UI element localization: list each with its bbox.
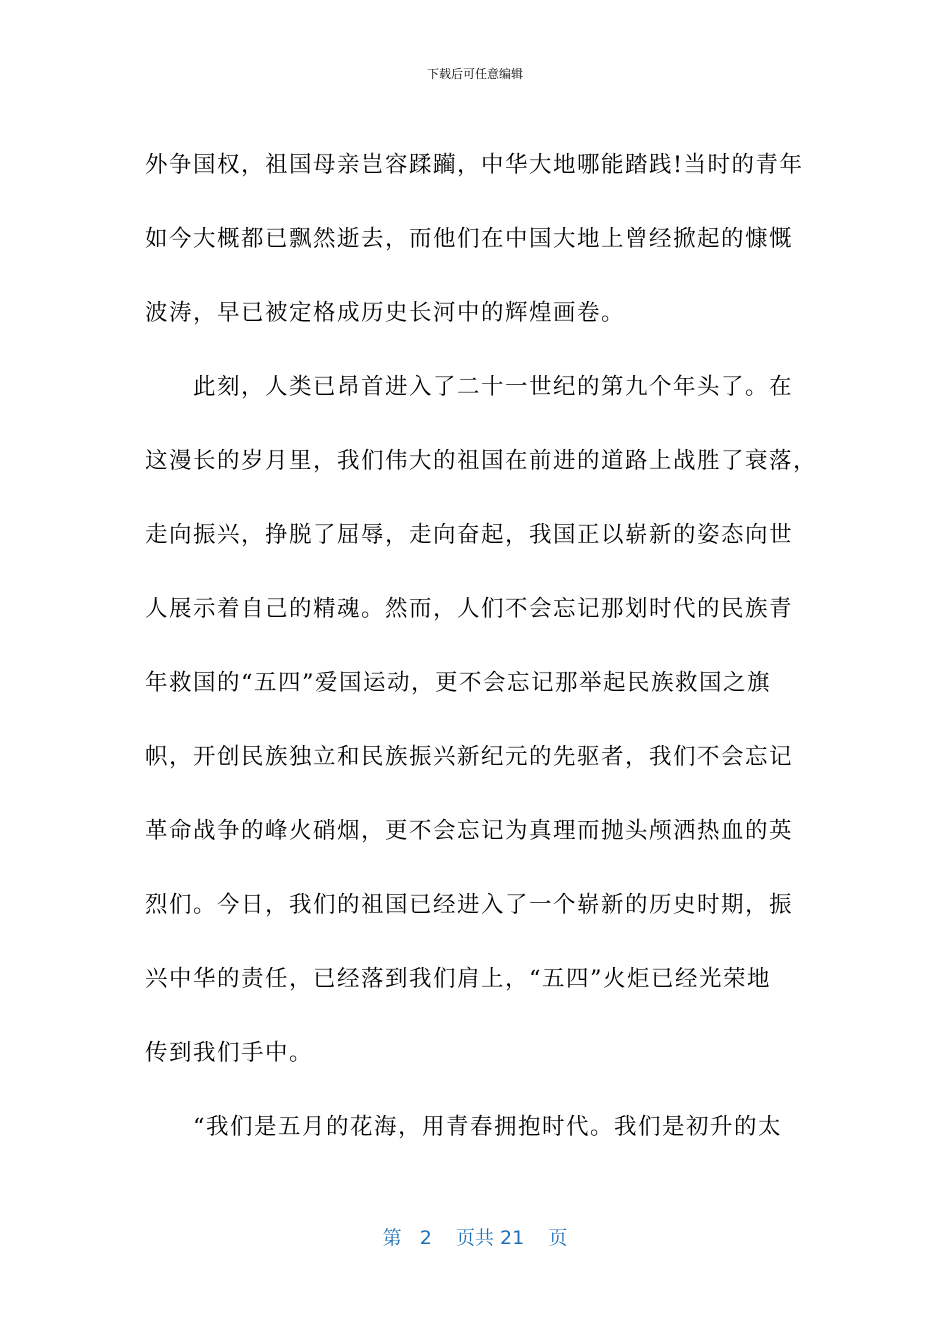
footer-middle: 页共 xyxy=(455,1227,494,1249)
text-line-7: 人展示着自己的精魂。然而，人们不会忘记那划时代的民族青 xyxy=(145,596,794,622)
text-line-5: 这漫长的岁月里，我们伟大的祖国在前进的道路上战胜了衰落， xyxy=(145,448,818,474)
text-line-6: 走向振兴，挣脱了屈辱，走向奋起，我国正以崭新的姿态向世 xyxy=(145,522,794,548)
footer-total-pages: 21 xyxy=(500,1227,525,1249)
text-line-13: 传到我们手中。 xyxy=(145,1040,314,1066)
document-body xyxy=(145,128,818,1164)
footer-prefix: 第 xyxy=(382,1227,402,1249)
text-line-14: “我们是五月的花海，用青春拥抱时代。我们是初升的太 xyxy=(193,1114,783,1140)
text-line-9: 帜，开创民族独立和民族振兴新纪元的先驱者，我们不会忘记 xyxy=(145,744,794,770)
page-header: 下载后可任意编辑 xyxy=(426,67,523,81)
page-footer xyxy=(0,1225,950,1251)
footer-suffix: 页 xyxy=(548,1227,568,1249)
text-line-3: 波涛，早已被定格成历史长河中的辉煌画卷。 xyxy=(145,300,626,326)
text-line-11: 烈们。今日，我们的祖国已经进入了一个崭新的历史时期，振 xyxy=(145,892,794,918)
text-line-8: 年救国的“五四”爱国运动，更不会忘记那举起民族救国之旗 xyxy=(145,670,772,696)
text-line-10: 革命战争的峰火硝烟，更不会忘记为真理而抛头颅洒热血的英 xyxy=(145,818,794,844)
text-line-1: 外争国权，祖国母亲岂容蹂躏，中华大地哪能踏践!当时的青年 xyxy=(145,152,804,178)
footer-current-page: 2 xyxy=(419,1227,432,1249)
text-line-2: 如今大概都已飘然逝去，而他们在中国大地上曾经掀起的慷慨 xyxy=(145,226,794,252)
text-line-4: 此刻，人类已昂首进入了二十一世纪的第九个年头了。在 xyxy=(193,374,794,400)
text-line-12: 兴中华的责任，已经落到我们肩上，“五四”火炬已经光荣地 xyxy=(145,966,772,992)
